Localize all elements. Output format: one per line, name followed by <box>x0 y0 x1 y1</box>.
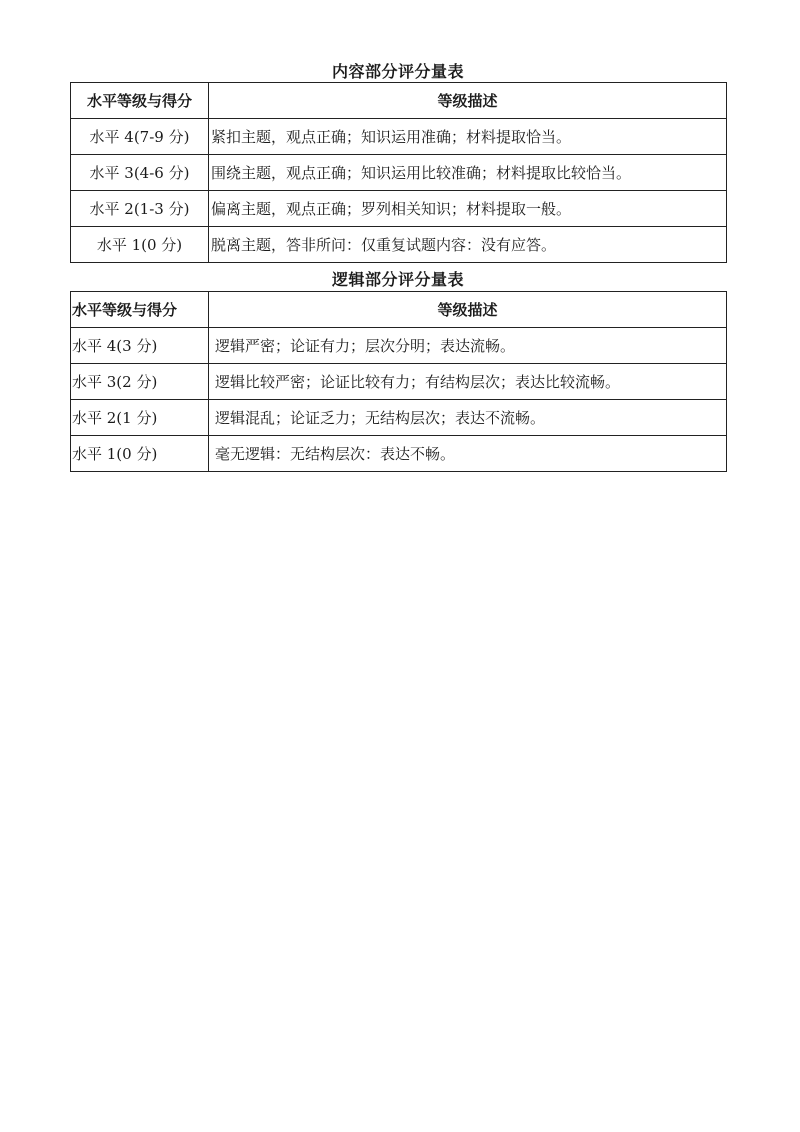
level-cell: 水平 3(2 分) <box>71 364 209 400</box>
table-row <box>71 328 727 364</box>
table-row <box>71 227 727 263</box>
level-cell: 水平 2(1-3 分) <box>71 191 209 227</box>
column-header-level: 水平等级与得分 <box>71 83 209 119</box>
table-header-row <box>71 83 727 119</box>
description-cell: 脱离主题，答非所问：仅重复试题内容：没有应答。 <box>209 227 727 263</box>
description-cell: 逻辑严密；论证有力；层次分明；表达流畅。 <box>209 328 727 364</box>
column-header-description: 等级描述 <box>209 83 727 119</box>
level-cell: 水平 1(0 分) <box>71 436 209 472</box>
level-cell: 水平 4(7-9 分) <box>71 119 209 155</box>
table-row <box>71 155 727 191</box>
logic-rubric-table <box>70 291 727 472</box>
table-row <box>71 191 727 227</box>
description-cell: 围绕主题，观点正确；知识运用比较准确；材料提取比较恰当。 <box>209 155 727 191</box>
description-cell: 偏离主题，观点正确；罗列相关知识；材料提取一般。 <box>209 191 727 227</box>
level-cell: 水平 4(3 分) <box>71 328 209 364</box>
content-rubric-table <box>70 82 727 263</box>
content-table-title: 内容部分评分量表 <box>331 62 464 81</box>
description-cell: 逻辑比较严密；论证比较有力；有结构层次；表达比较流畅。 <box>209 364 727 400</box>
description-cell: 逻辑混乱；论证乏力；无结构层次；表达不流畅。 <box>209 400 727 436</box>
column-header-level: 水平等级与得分 <box>71 292 209 328</box>
description-cell: 紧扣主题，观点正确；知识运用准确；材料提取恰当。 <box>209 119 727 155</box>
level-cell: 水平 3(4-6 分) <box>71 155 209 191</box>
table-row <box>71 364 727 400</box>
logic-table-title: 逻辑部分评分量表 <box>331 270 464 289</box>
level-cell: 水平 2(1 分) <box>71 400 209 436</box>
column-header-description: 等级描述 <box>209 292 727 328</box>
description-cell: 毫无逻辑：无结构层次：表达不畅。 <box>209 436 727 472</box>
table-row <box>71 436 727 472</box>
level-cell: 水平 1(0 分) <box>71 227 209 263</box>
table-row <box>71 400 727 436</box>
table-header-row <box>71 292 727 328</box>
table-row <box>71 119 727 155</box>
